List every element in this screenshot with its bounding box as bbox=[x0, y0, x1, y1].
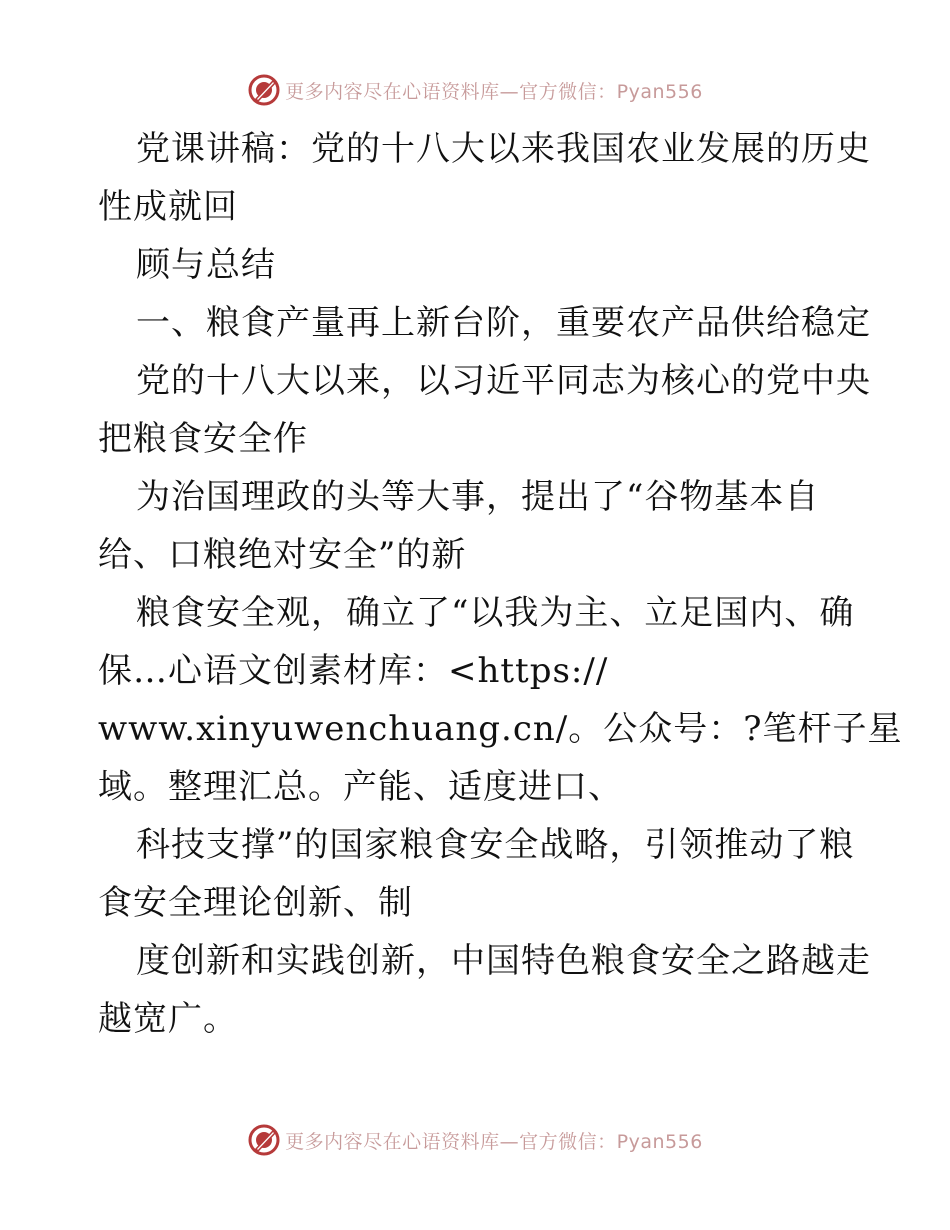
text-line: 党课讲稿：党的十八大以来我国农业发展的历史 bbox=[136, 129, 871, 169]
header-banner bbox=[0, 72, 950, 108]
text-line: 把粮食安全作 bbox=[98, 419, 308, 459]
text-line: 粮食安全观，确立了“以我为主、立足国内、确 bbox=[136, 593, 855, 633]
text-line: 域。整理汇总。产能、适度进口、 bbox=[98, 767, 623, 807]
header-banner-text: 更多内容尽在心语资料库—官方微信：Pyan556 bbox=[285, 80, 703, 103]
text-line: 保…心语文创素材库：<https:// bbox=[98, 651, 609, 691]
text-line: 党的十八大以来，以习近平同志为核心的党中央 bbox=[136, 361, 871, 401]
text-line: 度创新和实践创新，中国特色粮食安全之路越走 bbox=[136, 941, 871, 981]
footer-banner bbox=[0, 1122, 950, 1158]
section-heading: 一、粮食产量再上新台阶，重要农产品供给稳定 bbox=[136, 303, 871, 343]
text-line: 越宽广。 bbox=[98, 999, 238, 1039]
text-line: 食安全理论创新、制 bbox=[98, 883, 413, 923]
text-line: 性成就回 bbox=[98, 187, 238, 227]
text-line: www.xinyuwenchuang.cn/。公众号：?笔杆子星 bbox=[98, 709, 903, 749]
brand-logo-icon bbox=[247, 73, 281, 107]
brand-logo-icon bbox=[247, 1123, 281, 1157]
text-line: 顾与总结 bbox=[136, 245, 276, 285]
text-line: 给、口粮绝对安全”的新 bbox=[98, 535, 467, 575]
text-line: 科技支撑”的国家粮食安全战略，引领推动了粮 bbox=[136, 825, 855, 865]
footer-banner-text: 更多内容尽在心语资料库—官方微信：Pyan556 bbox=[285, 1130, 703, 1153]
document-body bbox=[98, 120, 903, 1048]
text-line: 为治国理政的头等大事，提出了“谷物基本自 bbox=[136, 477, 820, 517]
